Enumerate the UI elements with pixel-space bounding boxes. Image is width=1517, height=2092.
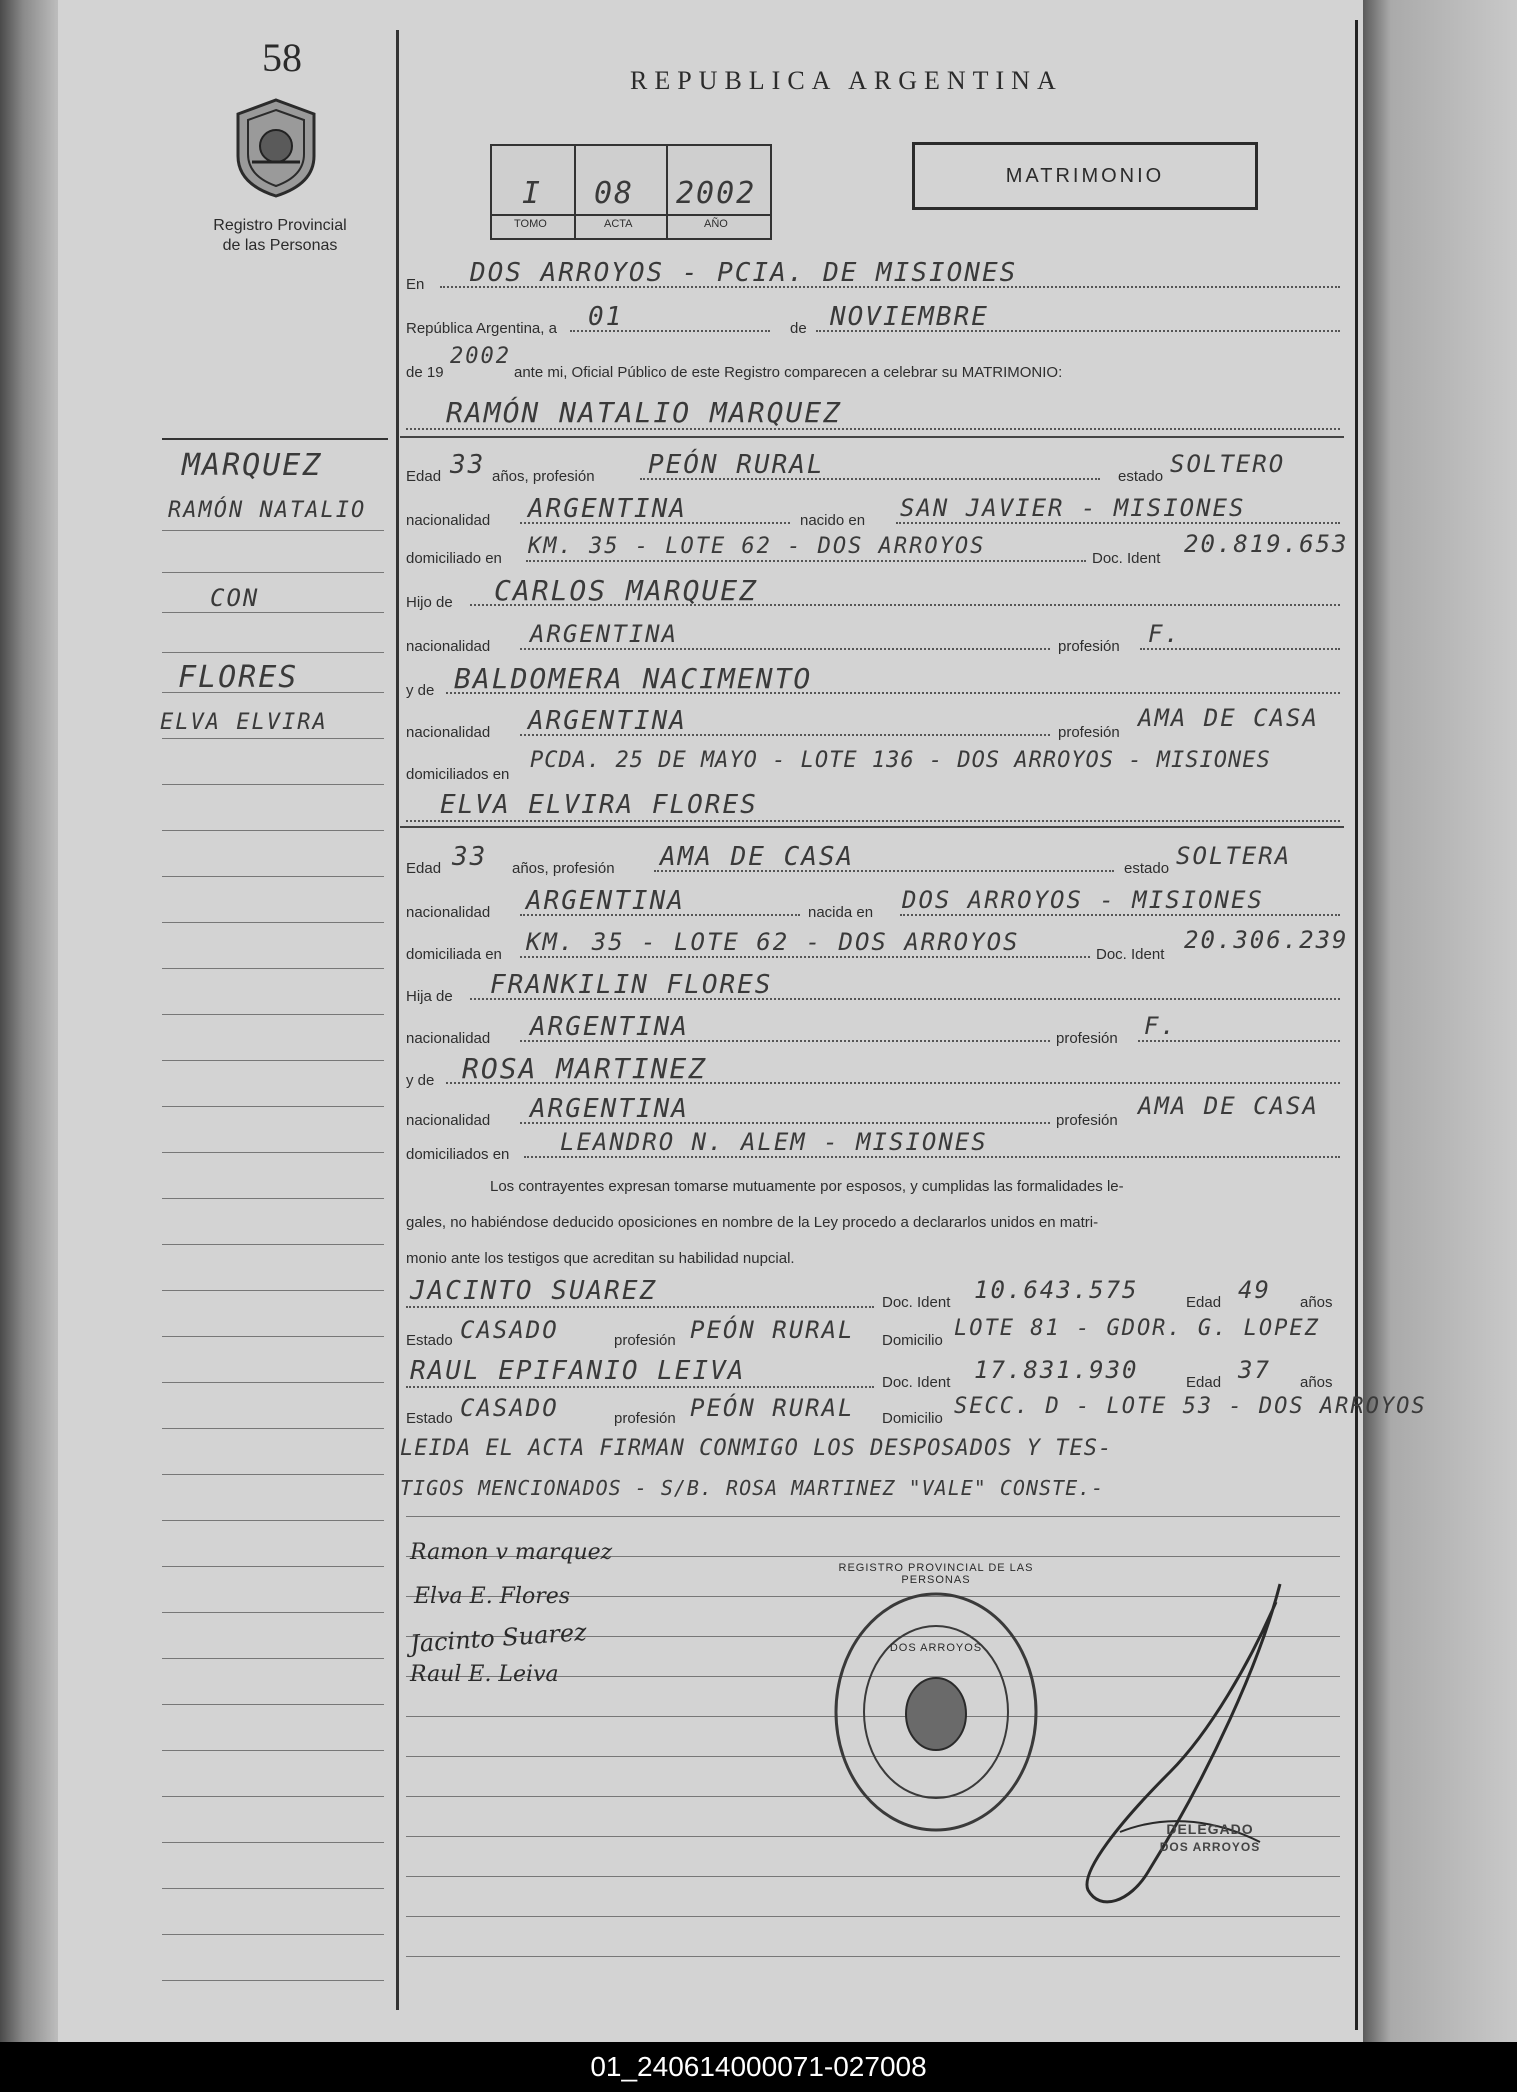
groom-domicilio: KM. 35 - LOTE 62 - DOS ARROYOS: [528, 534, 986, 559]
ledger-line: [162, 1106, 384, 1107]
bride-parents-dom-label: domiciliados en: [406, 1146, 510, 1163]
witness1-profesion: PEÓN RURAL: [690, 1316, 855, 1344]
record-tomo: I: [522, 176, 543, 211]
witness1-edad-label: Edad: [1186, 1294, 1222, 1311]
tomo-label: TOMO: [514, 218, 547, 230]
margin-connector: CON: [210, 584, 260, 612]
column-divider: [396, 30, 399, 2010]
signature-witness1: Jacinto Suarez: [409, 1617, 588, 1659]
groom-father-nac: ARGENTINA: [530, 620, 679, 648]
bride-father-prof: F.: [1144, 1012, 1177, 1040]
signature-witness2: Raul E. Leiva: [410, 1662, 559, 1687]
ledger-line: [162, 1566, 384, 1567]
ledger-line: [162, 1060, 384, 1061]
bride-edad: 33: [452, 842, 488, 872]
ledger-line: [162, 1888, 384, 1889]
fill-line: [520, 956, 1090, 958]
ledger-line: [406, 1516, 1340, 1517]
witness2-edad-label: Edad: [1186, 1374, 1222, 1391]
ledger-line: [162, 572, 384, 573]
registry-name-line1: Registro Provincial: [213, 217, 347, 234]
groom-mother-nac-label: nacionalidad: [406, 724, 491, 741]
marriage-year: 2002: [450, 344, 511, 369]
groom-nac-label: nacionalidad: [406, 512, 491, 529]
registry-emblem: [230, 96, 322, 205]
ledger-line: [162, 968, 384, 969]
ledger-line: [162, 1244, 384, 1245]
bride-mother-prof: AMA DE CASA: [1138, 1092, 1319, 1120]
groom-hijo-label: Hijo de: [406, 594, 453, 611]
margin-top-rule: [162, 438, 388, 440]
ledger-line: [162, 1474, 384, 1475]
bride-doc-label: Doc. Ident: [1096, 946, 1165, 963]
ante-text: ante mi, Oficial Público de este Registro comparecen a celebrar su MATRIMONIO:: [514, 364, 1063, 381]
fill-line: [1138, 1040, 1340, 1042]
bride-yde-label: y de: [406, 1072, 435, 1089]
bride-edad-label: Edad: [406, 860, 442, 877]
record-ano: 2002: [676, 176, 757, 211]
witness2-doc: 17.831.930: [974, 1356, 1139, 1384]
bride-profesion: AMA DE CASA: [660, 842, 855, 872]
bride-nacionalidad: ARGENTINA: [526, 886, 685, 916]
bride-nacida-label: nacida en: [808, 904, 874, 921]
groom-mother-nac: ARGENTINA: [528, 706, 687, 736]
ledger-line: [162, 876, 384, 877]
witness1-estado: CASADO: [460, 1316, 559, 1344]
seal-inner-text: DOS ARROYOS: [889, 1642, 983, 1654]
ledger-line: [162, 1750, 384, 1751]
ledger-line: [162, 612, 384, 613]
witness2-prof-label: profesión: [614, 1410, 676, 1427]
margin-groom-names: RAMÓN NATALIO: [168, 498, 367, 523]
margin-bride-surname: FLORES: [178, 660, 299, 695]
registry-seal: [826, 1562, 1046, 1847]
groom-father: CARLOS MARQUEZ: [494, 574, 759, 607]
record-type: MATRIMONIO: [1005, 165, 1165, 187]
ledger-line: [162, 1796, 384, 1797]
marriage-day: 01: [588, 302, 624, 332]
groom-full-name: RAMÓN NATALIO MARQUEZ: [446, 396, 843, 429]
witness2-doc-label: Doc. Ident: [882, 1374, 951, 1391]
ledger-line: [162, 1336, 384, 1337]
ledger-line: [162, 1612, 384, 1613]
ledger-line: [162, 530, 384, 531]
bride-estado-label: estado: [1124, 860, 1170, 877]
witness1-doc-label: Doc. Ident: [882, 1294, 951, 1311]
declaration-line1: Los contrayentes expresan tomarse mutuamente por esposos, y cumplidas las formalidades le-: [490, 1178, 1124, 1195]
page-edge-line: [1355, 20, 1358, 2030]
de-label: de: [790, 320, 807, 337]
delegate-stamp-line2: DOS ARROYOS: [1159, 1840, 1261, 1854]
bride-mother-nac-label: nacionalidad: [406, 1112, 491, 1129]
groom-estado-label: estado: [1118, 468, 1164, 485]
ledger-line: [162, 1382, 384, 1383]
groom-father-nac-label: nacionalidad: [406, 638, 491, 655]
delegate-stamp-line1: DELEGADO: [1166, 1821, 1254, 1837]
groom-father-prof-label: profesión: [1058, 638, 1120, 655]
declaration-line2: gales, no habiéndose deducido oposiciones en nombre de la Ley procedo a declararlos unidos en matri-: [406, 1214, 1099, 1231]
bride-mother-prof-label: profesión: [1056, 1112, 1118, 1129]
fill-line: [520, 648, 1050, 650]
bride-domicilio: KM. 35 - LOTE 62 - DOS ARROYOS: [526, 928, 1020, 956]
groom-yde-label: y de: [406, 682, 435, 699]
en-label: En: [406, 276, 425, 293]
groom-edad-label: Edad: [406, 468, 442, 485]
groom-profesion: PEÓN RURAL: [648, 450, 825, 480]
ledger-line: [162, 784, 384, 785]
closing-line2: TIGOS MENCIONADOS - S/B. ROSA MARTINEZ "VALE" CONSTE.-: [400, 1476, 1105, 1500]
fill-line: [896, 522, 1340, 524]
margin-bride-names: ELVA ELVIRA: [160, 710, 328, 735]
marriage-month: NOVIEMBRE: [830, 302, 989, 332]
groom-dom-label: domiciliado en: [406, 550, 502, 567]
ledger-line: [162, 1934, 384, 1935]
bride-mother-nac: ARGENTINA: [530, 1094, 689, 1124]
groom-prof-label: años, profesión: [492, 468, 595, 485]
adjacent-page: [1363, 0, 1517, 2042]
fill-line: [406, 1306, 874, 1308]
bride-father: FRANKILIN FLORES: [490, 970, 773, 1000]
ano-label: AÑO: [704, 218, 728, 230]
groom-edad: 33: [450, 450, 486, 480]
ledger-line: [162, 1290, 384, 1291]
witness1-estado-label: Estado: [406, 1332, 453, 1349]
closing-line1: LEIDA EL ACTA FIRMAN CONMIGO LOS DESPOSADOS Y TES-: [400, 1436, 1113, 1461]
signature-groom: Ramon v marquez: [410, 1540, 613, 1565]
ledger-line: [162, 1520, 384, 1521]
ledger-line: [162, 1198, 384, 1199]
delegate-stamp: [1120, 1820, 1300, 1856]
signature-bride: Elva E. Flores: [414, 1584, 571, 1609]
record-box: [490, 144, 772, 240]
groom-mother-prof: AMA DE CASA: [1138, 704, 1319, 732]
bride-hija-label: Hija de: [406, 988, 453, 1005]
witness1-anos-label: años: [1300, 1294, 1333, 1311]
witness1-domicilio: LOTE 81 - GDOR. G. LOPEZ: [954, 1316, 1320, 1341]
fill-line: [526, 560, 1086, 562]
book-binding: [0, 0, 58, 2042]
witness2-estado-label: Estado: [406, 1410, 453, 1427]
ledger-line: [162, 738, 384, 739]
witness2-edad: 37: [1238, 1356, 1271, 1384]
witness1-dom-label: Domicilio: [882, 1332, 943, 1349]
witness2-domicilio: SECC. D - LOTE 53 - DOS ARROYOS: [954, 1394, 1427, 1419]
bride-mother: ROSA MARTINEZ: [462, 1052, 708, 1085]
fill-line: [1140, 648, 1340, 650]
bride-dom-label: domiciliada en: [406, 946, 502, 963]
record-acta: 08: [594, 176, 635, 211]
bride-doc: 20.306.239: [1184, 926, 1349, 954]
ledger-line: [162, 1842, 384, 1843]
page-number: 58: [262, 35, 302, 80]
ledger-line: [162, 1704, 384, 1705]
acta-label: ACTA: [604, 218, 633, 230]
ledger-line: [162, 830, 384, 831]
record-type-box: [912, 142, 1258, 210]
groom-nacido-label: nacido en: [800, 512, 866, 529]
fill-line: [900, 914, 1340, 916]
witness2-profesion: PEÓN RURAL: [690, 1394, 855, 1422]
groom-nacido: SAN JAVIER - MISIONES: [900, 494, 1246, 522]
country-header: REPUBLICA ARGENTINA: [630, 66, 1063, 95]
groom-father-prof: F.: [1148, 620, 1181, 648]
registry-name: [180, 216, 380, 256]
witness1-name: JACINTO SUAREZ: [410, 1276, 658, 1306]
ledger-line: [162, 652, 384, 653]
bride-prof-label: años, profesión: [512, 860, 615, 877]
witness2-estado: CASADO: [460, 1394, 559, 1422]
groom-nacionalidad: ARGENTINA: [528, 494, 687, 524]
ledger-line: [406, 1956, 1340, 1957]
witness1-doc: 10.643.575: [974, 1276, 1139, 1304]
ledger-line: [162, 1658, 384, 1659]
ledger-line: [162, 1014, 384, 1015]
bride-nac-label: nacionalidad: [406, 904, 491, 921]
witness2-dom-label: Domicilio: [882, 1410, 943, 1427]
de19-label: de 19: [406, 364, 444, 381]
ledger-line: [162, 1428, 384, 1429]
marriage-place: DOS ARROYOS - PCIA. DE MISIONES: [470, 258, 1018, 288]
bride-father-nac: ARGENTINA: [530, 1012, 689, 1042]
groom-parents-dom-label: domiciliados en: [406, 766, 510, 783]
witness1-edad: 49: [1238, 1276, 1271, 1304]
groom-doc-label: Doc. Ident: [1092, 550, 1161, 567]
declaration-line3: monio ante los testigos que acreditan su habilidad nupcial.: [406, 1250, 795, 1267]
margin-groom-surname: MARQUEZ: [182, 448, 323, 483]
groom-parents-dom: PCDA. 25 DE MAYO - LOTE 136 - DOS ARROYOS - MISIONES: [530, 748, 1271, 773]
section-rule: [400, 826, 1344, 828]
witness2-name: RAUL EPIFANIO LEIVA: [410, 1356, 746, 1386]
groom-mother: BALDOMERA NACIMENTO: [454, 662, 813, 695]
registry-name-line2: de las Personas: [222, 237, 338, 254]
bride-father-nac-label: nacionalidad: [406, 1030, 491, 1047]
official-signature: [1060, 1572, 1300, 1927]
fill-line: [524, 1156, 1340, 1158]
bride-full-name: ELVA ELVIRA FLORES: [440, 790, 758, 820]
bride-nacida: DOS ARROYOS - MISIONES: [902, 886, 1264, 914]
bride-father-prof-label: profesión: [1056, 1030, 1118, 1047]
republica-label: República Argentina, a: [406, 320, 557, 337]
ledger-line: [162, 1980, 384, 1981]
file-id-footer: 01_240614000071-027008: [0, 2042, 1517, 2092]
witness1-prof-label: profesión: [614, 1332, 676, 1349]
witness2-anos-label: años: [1300, 1374, 1333, 1391]
groom-doc: 20.819.653: [1184, 530, 1349, 558]
bride-estado: SOLTERA: [1176, 842, 1292, 870]
groom-mother-prof-label: profesión: [1058, 724, 1120, 741]
fill-line: [406, 1386, 874, 1388]
section-rule: [400, 436, 1344, 438]
groom-estado: SOLTERO: [1170, 450, 1286, 478]
seal-outer-text: REGISTRO PROVINCIAL DE LAS PERSONAS: [838, 1562, 1034, 1586]
fill-line: [406, 820, 1340, 822]
ledger-line: [162, 1152, 384, 1153]
ledger-line: [162, 922, 384, 923]
bride-parents-dom: LEANDRO N. ALEM - MISIONES: [560, 1128, 988, 1156]
